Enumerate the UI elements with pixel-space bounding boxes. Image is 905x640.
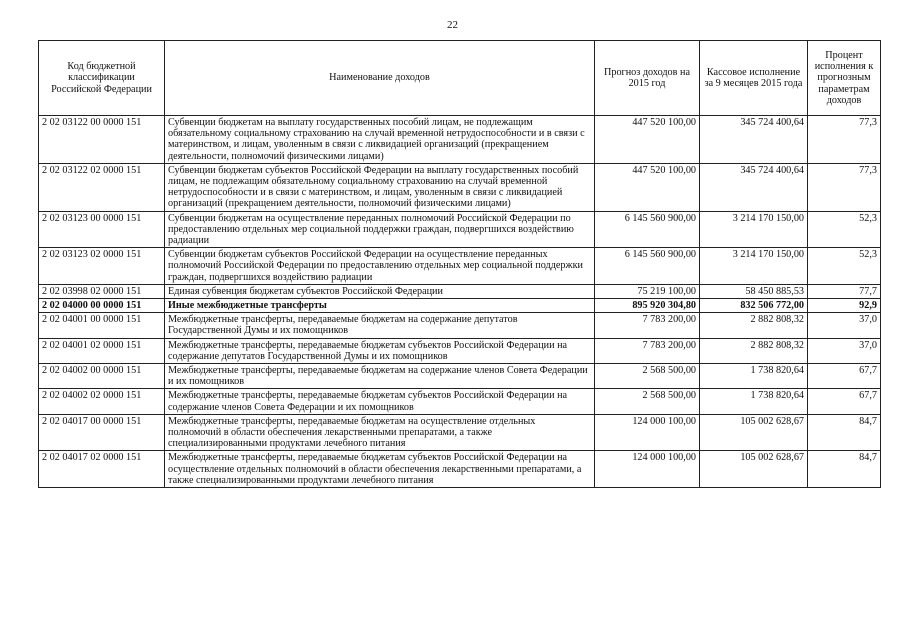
code-cell: 2 02 03998 02 0000 151 — [39, 284, 165, 298]
table-row — [39, 364, 881, 389]
cash-cell: 345 724 400,64 — [700, 163, 808, 211]
code-cell: 2 02 03123 02 0000 151 — [39, 248, 165, 285]
cash-cell: 3 214 170 150,00 — [700, 211, 808, 248]
name-cell: Субвенции бюджетам субъектов Российской Федерации на осуществление переданных полномочий Российской Федерации по предоставлению отдельных мер социальной поддержки граждан, подвергшихся воздействию радиации — [165, 248, 595, 285]
revenue-table — [38, 40, 881, 488]
name-cell: Межбюджетные трансферты, передаваемые бюджетам на содержание членов Совета Федерации и их помощников — [165, 364, 595, 389]
header-cash: Кассовое исполнение за 9 месяцев 2015 года — [700, 41, 808, 116]
header-forecast: Прогноз доходов на 2015 год — [595, 41, 700, 116]
name-cell: Единая субвенция бюджетам субъектов Российской Федерации — [165, 284, 595, 298]
percent-cell: 37,0 — [808, 313, 881, 338]
forecast-cell: 895 920 304,80 — [595, 299, 700, 313]
code-cell: 2 02 04017 02 0000 151 — [39, 451, 165, 488]
percent-cell: 84,7 — [808, 414, 881, 451]
table-row — [39, 163, 881, 211]
name-cell: Межбюджетные трансферты, передаваемые бюджетам субъектов Российской Федерации на содержание депутатов Государственной Думы и их помощников — [165, 338, 595, 363]
code-cell: 2 02 04001 02 0000 151 — [39, 338, 165, 363]
table-row — [39, 211, 881, 248]
code-cell: 2 02 04017 00 0000 151 — [39, 414, 165, 451]
table-row — [39, 313, 881, 338]
percent-cell: 92,9 — [808, 299, 881, 313]
cash-cell: 2 882 808,32 — [700, 338, 808, 363]
table-row — [39, 116, 881, 164]
name-cell: Межбюджетные трансферты, передаваемые бюджетам субъектов Российской Федерации на осуществление отдельных полномочий в области обеспечения лекарственными препаратами, а также специализированными продуктами лечебного питания — [165, 451, 595, 488]
code-cell: 2 02 04000 00 0000 151 — [39, 299, 165, 313]
code-cell: 2 02 04002 00 0000 151 — [39, 364, 165, 389]
percent-cell: 77,7 — [808, 284, 881, 298]
cash-cell: 345 724 400,64 — [700, 116, 808, 164]
code-cell: 2 02 04001 00 0000 151 — [39, 313, 165, 338]
name-cell: Межбюджетные трансферты, передаваемые бюджетам на содержание депутатов Государственной Думы и их помощников — [165, 313, 595, 338]
forecast-cell: 447 520 100,00 — [595, 163, 700, 211]
cash-cell: 1 738 820,64 — [700, 389, 808, 414]
forecast-cell: 6 145 560 900,00 — [595, 211, 700, 248]
table-row — [39, 414, 881, 451]
code-cell: 2 02 03122 00 0000 151 — [39, 116, 165, 164]
name-cell: Субвенции бюджетам на выплату государственных пособий лицам, не подлежащим обязательному социальному страхованию на случай временной нетрудоспособности и в связи с материнством, и лицам, уволенным в связи с ликвидацией организаций (прекращением деятельности, полномочий физическими лицами) — [165, 116, 595, 164]
name-cell: Межбюджетные трансферты, передаваемые бюджетам субъектов Российской Федерации на содержание членов Совета Федерации и их помощников — [165, 389, 595, 414]
name-cell: Иные межбюджетные трансферты — [165, 299, 595, 313]
name-cell: Межбюджетные трансферты, передаваемые бюджетам на осуществление отдельных полномочий в области обеспечения лекарственными препаратами, а также специализированными продуктами лечебного питания — [165, 414, 595, 451]
percent-cell: 52,3 — [808, 248, 881, 285]
table-row — [39, 451, 881, 488]
percent-cell: 67,7 — [808, 364, 881, 389]
name-cell: Субвенции бюджетам субъектов Российской Федерации на выплату государственных пособий лицам, не подлежащим обязательному социальному страхованию на случай временной нетрудоспособности и в связи с материнством, и лицам, уволенным в связи с ликвидацией организаций (прекращением деятельности, полномочий физическими лицами) — [165, 163, 595, 211]
cash-cell: 58 450 885,53 — [700, 284, 808, 298]
percent-cell: 37,0 — [808, 338, 881, 363]
cash-cell: 2 882 808,32 — [700, 313, 808, 338]
cash-cell: 3 214 170 150,00 — [700, 248, 808, 285]
page-number: 22 — [447, 19, 458, 31]
percent-cell: 77,3 — [808, 163, 881, 211]
forecast-cell: 75 219 100,00 — [595, 284, 700, 298]
header-code: Код бюджетной классификации Российской Федерации — [39, 41, 165, 116]
forecast-cell: 447 520 100,00 — [595, 116, 700, 164]
table-row — [39, 299, 881, 313]
cash-cell: 832 506 772,00 — [700, 299, 808, 313]
code-cell: 2 02 03122 02 0000 151 — [39, 163, 165, 211]
table-row — [39, 338, 881, 363]
forecast-cell: 124 000 100,00 — [595, 451, 700, 488]
percent-cell: 67,7 — [808, 389, 881, 414]
code-cell: 2 02 04002 02 0000 151 — [39, 389, 165, 414]
forecast-cell: 124 000 100,00 — [595, 414, 700, 451]
forecast-cell: 7 783 200,00 — [595, 338, 700, 363]
forecast-cell: 7 783 200,00 — [595, 313, 700, 338]
cash-cell: 105 002 628,67 — [700, 451, 808, 488]
forecast-cell: 6 145 560 900,00 — [595, 248, 700, 285]
header-row — [39, 41, 881, 116]
table-row — [39, 389, 881, 414]
percent-cell: 77,3 — [808, 116, 881, 164]
header-percent: Процент исполнения к прогнозным параметрам доходов — [808, 41, 881, 116]
forecast-cell: 2 568 500,00 — [595, 389, 700, 414]
name-cell: Субвенции бюджетам на осуществление переданных полномочий Российской Федерации по предоставлению отдельных мер социальной поддержки граждан, подвергшихся воздействию радиации — [165, 211, 595, 248]
code-cell: 2 02 03123 00 0000 151 — [39, 211, 165, 248]
cash-cell: 105 002 628,67 — [700, 414, 808, 451]
header-name: Наименование доходов — [165, 41, 595, 116]
percent-cell: 52,3 — [808, 211, 881, 248]
cash-cell: 1 738 820,64 — [700, 364, 808, 389]
percent-cell: 84,7 — [808, 451, 881, 488]
table-row — [39, 248, 881, 285]
table-row — [39, 284, 881, 298]
forecast-cell: 2 568 500,00 — [595, 364, 700, 389]
